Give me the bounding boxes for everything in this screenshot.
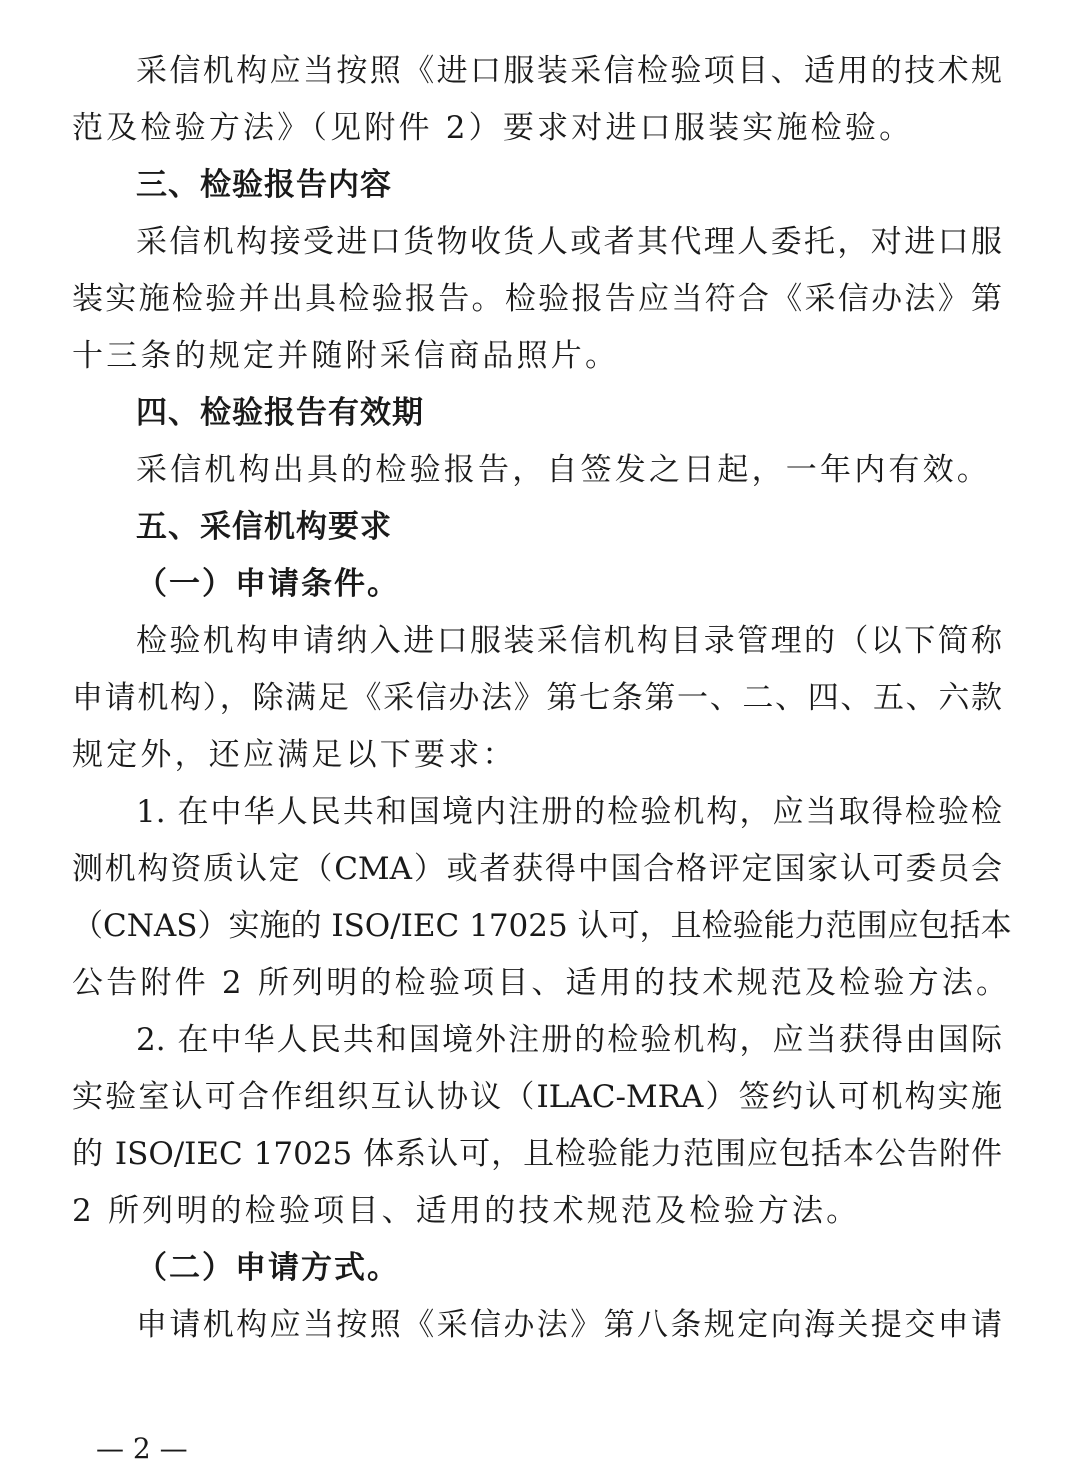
paragraph-line: 采信机构应当按照《进口服装采信检验项目、适用的技术规 xyxy=(136,53,1002,89)
paragraph-line: 规定外，还应满足以下要求： xyxy=(72,737,517,773)
paragraph-line: 实验室认可合作组织互认协议（ILAC-MRA）签约认可机构实施 xyxy=(72,1079,1002,1115)
paragraph-line: 2. 在中华人民共和国境外注册的检验机构，应当获得由国际 xyxy=(136,1022,1002,1058)
paragraph-line: 测机构资质认定（CMA）或者获得中国合格评定国家认可委员会 xyxy=(72,851,1002,887)
paragraph-line: 采信机构接受进口货物收货人或者其代理人委托，对进口服 xyxy=(136,224,1002,260)
paragraph-line: 申请机构应当按照《采信办法》第八条规定向海关提交申请 xyxy=(136,1307,1002,1343)
subsection-heading: （一）申请条件。 xyxy=(136,566,400,602)
paragraph-line: 装实施检验并出具检验报告。检验报告应当符合《采信办法》第 xyxy=(72,281,1002,317)
section-heading: 四、检验报告有效期 xyxy=(136,395,424,431)
subsection-heading: （二）申请方式。 xyxy=(136,1250,400,1286)
paragraph-line: 检验机构申请纳入进口服装采信机构目录管理的（以下简称 xyxy=(136,623,1002,659)
paragraph-line: 的 ISO/IEC 17025 体系认可，且检验能力范围应包括本公告附件 xyxy=(72,1136,1002,1172)
paragraph-line: （CNAS）实施的 ISO/IEC 17025 认可，且检验能力范围应包括本 xyxy=(72,908,1012,944)
paragraph-line: 申请机构），除满足《采信办法》第七条第一、二、四、五、六款 xyxy=(72,680,1002,716)
section-heading: 三、检验报告内容 xyxy=(136,167,392,203)
document-body xyxy=(72,43,1012,1354)
paragraph-line: 2 所列明的检验项目、适用的技术规范及检验方法。 xyxy=(72,1193,861,1229)
paragraph-line: 采信机构出具的检验报告，自签发之日起，一年内有效。 xyxy=(136,452,991,488)
paragraph-line: 十三条的规定并随附采信商品照片。 xyxy=(72,338,620,374)
paragraph-line: 范及检验方法》（见附件 2）要求对进口服装实施检验。 xyxy=(72,110,914,146)
paragraph-line: 1. 在中华人民共和国境内注册的检验机构，应当取得检验检 xyxy=(136,794,1002,830)
paragraph-line: 公告附件 2 所列明的检验项目、适用的技术规范及检验方法。 xyxy=(72,965,1011,1001)
page-number: — 2 — xyxy=(96,1432,188,1465)
section-heading: 五、采信机构要求 xyxy=(136,509,392,545)
